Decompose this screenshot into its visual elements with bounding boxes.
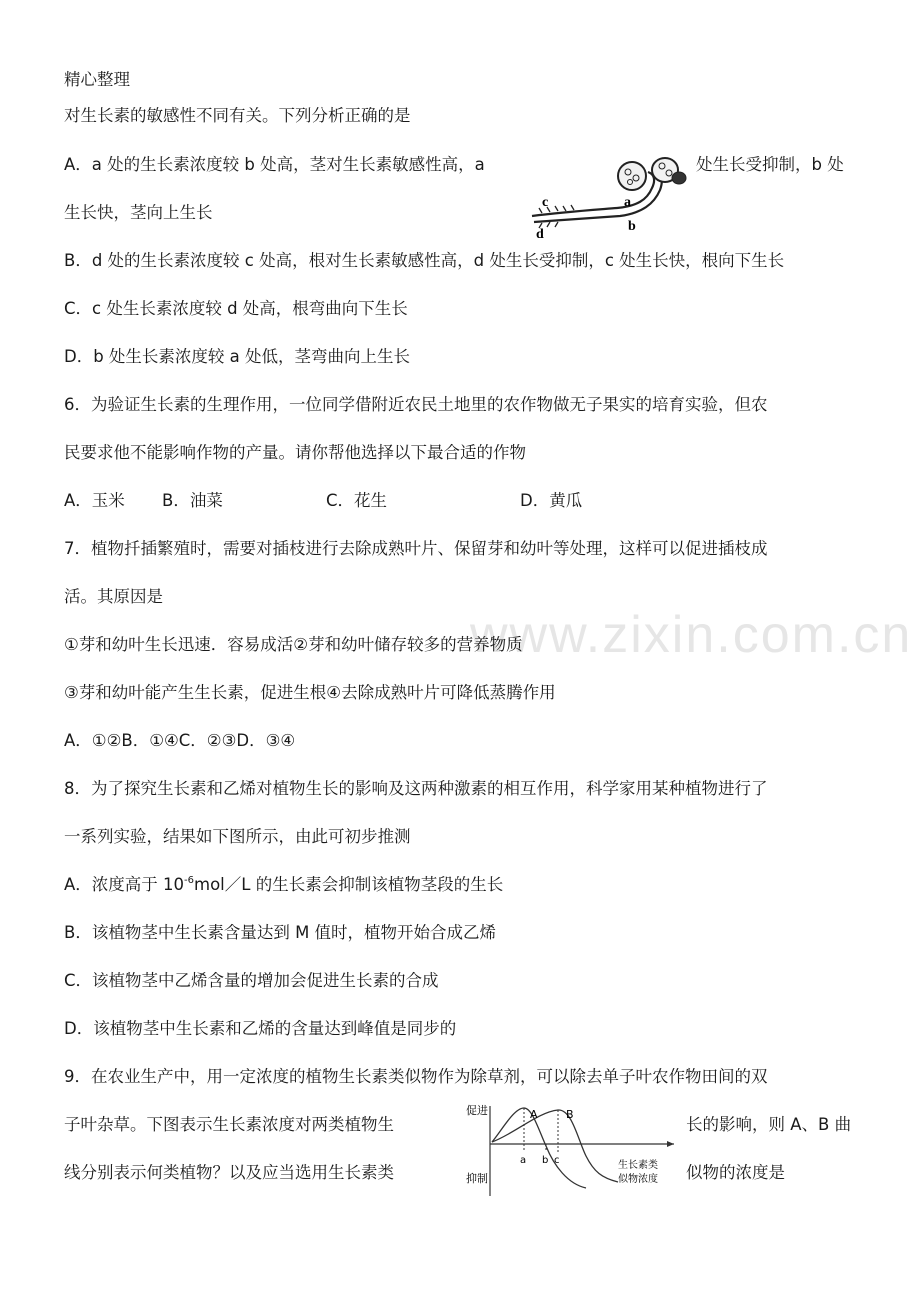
leaf-tip	[672, 172, 686, 184]
q6-line-1: 6．为验证生长素的生理作用，一位同学借附近农民土地里的农作物做无子果实的培育实验，但农	[64, 395, 768, 414]
y-label-bottom-inhibit: 抑制	[466, 1172, 488, 1185]
x-label-line-1: 生长素类	[618, 1160, 658, 1171]
q8-option-a-pre: A．浓度高于 10	[64, 875, 185, 894]
q6-option-b: B．油菜	[162, 491, 223, 510]
tick-label-b: b	[542, 1155, 549, 1166]
watermark: www.zixin.com.cn	[470, 606, 913, 664]
tick-label-a: a	[520, 1155, 527, 1166]
seedling-figure	[522, 150, 690, 242]
q9-line-2-left: 子叶杂草。下图表示生长素浓度对两类植物生	[64, 1115, 394, 1134]
q5-option-a-right: 处生长受抑制，b 处	[696, 155, 844, 174]
q9-line-2-right: 长的影响，则 A、B 曲	[686, 1115, 852, 1134]
q5-option-b: B．d 处的生长素浓度较 c 处高，根对生长素敏感性高，d 处生长受抑制，c 处生长快，根向下生长	[64, 251, 785, 270]
seed-left	[618, 162, 646, 190]
page-header: 精心整理	[64, 70, 130, 89]
x-label-line-2: 似物浓度	[618, 1174, 658, 1185]
q9-line-3-right: 似物的浓度是	[686, 1163, 785, 1182]
q9-line-3-left: 线分别表示何类植物？以及应当选用生长素类	[64, 1163, 394, 1182]
auxin-concentration-graph	[462, 1100, 682, 1200]
q6-option-d: D．黄瓜	[520, 491, 583, 510]
q8-line-2: 一系列实验，结果如下图所示，由此可初步推测	[64, 827, 411, 846]
y-label-top-promote: 促进	[466, 1104, 488, 1117]
label-c: c	[542, 195, 549, 210]
q5-option-c: C．c 处生长素浓度较 d 处高，根弯曲向下生长	[64, 299, 408, 318]
q7-line-4: ③芽和幼叶能产生生长素，促进生根④去除成熟叶片可降低蒸腾作用	[64, 683, 556, 702]
q8-option-b: B．该植物茎中生长素含量达到 M 值时，植物开始合成乙烯	[64, 923, 497, 942]
q8-option-a-post: mol／L 的生长素会抑制该植物茎段的生长	[194, 875, 504, 894]
q6-option-c: C．花生	[326, 491, 388, 510]
label-a: a	[624, 195, 631, 210]
q5-option-d: D．b 处生长素浓度较 a 处低，茎弯曲向上生长	[64, 347, 411, 366]
q7-line-1: 7．植物扦插繁殖时，需要对插枝进行去除成熟叶片、保留芽和幼叶等处理，这样可以促进插枝成	[64, 539, 768, 558]
label-b: b	[628, 219, 636, 234]
curve-label-b: B	[566, 1108, 574, 1121]
q7-line-3: ①芽和幼叶生长迅速．容易成活②芽和幼叶储存较多的营养物质	[64, 635, 523, 654]
q8-option-a-exponent: -6	[184, 875, 195, 886]
q6-line-2: 民要求他不能影响作物的产量。请你帮他选择以下最合适的作物	[64, 443, 526, 462]
tick-label-c: c	[554, 1155, 560, 1166]
q5-option-a-left: A．a 处的生长素浓度较 b 处高，茎对生长素敏感性高，a	[64, 155, 485, 174]
q8-option-d: D．该植物茎中生长素和乙烯的含量达到峰值是同步的	[64, 1019, 457, 1038]
q5-stem-tail: 对生长素的敏感性不同有关。下列分析正确的是	[64, 106, 411, 125]
x-axis-arrow	[667, 1141, 674, 1147]
q5-option-a-cont: 生长快，茎向上生长	[64, 203, 213, 222]
q7-line-2: 活。其原因是	[64, 587, 163, 606]
q7-options: A．①②B．①④C．②③D．③④	[64, 731, 296, 750]
label-d: d	[536, 227, 544, 242]
q8-line-1: 8．为了探究生长素和乙烯对植物生长的影响及这两种激素的相互作用，科学家用某种植物进行了	[64, 779, 768, 798]
q8-option-c: C．该植物茎中乙烯含量的增加会促进生长素的合成	[64, 971, 439, 990]
curve-b	[492, 1110, 618, 1182]
q8-option-a	[64, 873, 503, 897]
curve-label-a: A	[530, 1108, 538, 1121]
q9-line-1: 9．在农业生产中，用一定浓度的植物生长素类似物作为除草剂，可以除去单子叶农作物田间的双	[64, 1067, 768, 1086]
q6-option-a: A．玉米	[64, 491, 125, 510]
